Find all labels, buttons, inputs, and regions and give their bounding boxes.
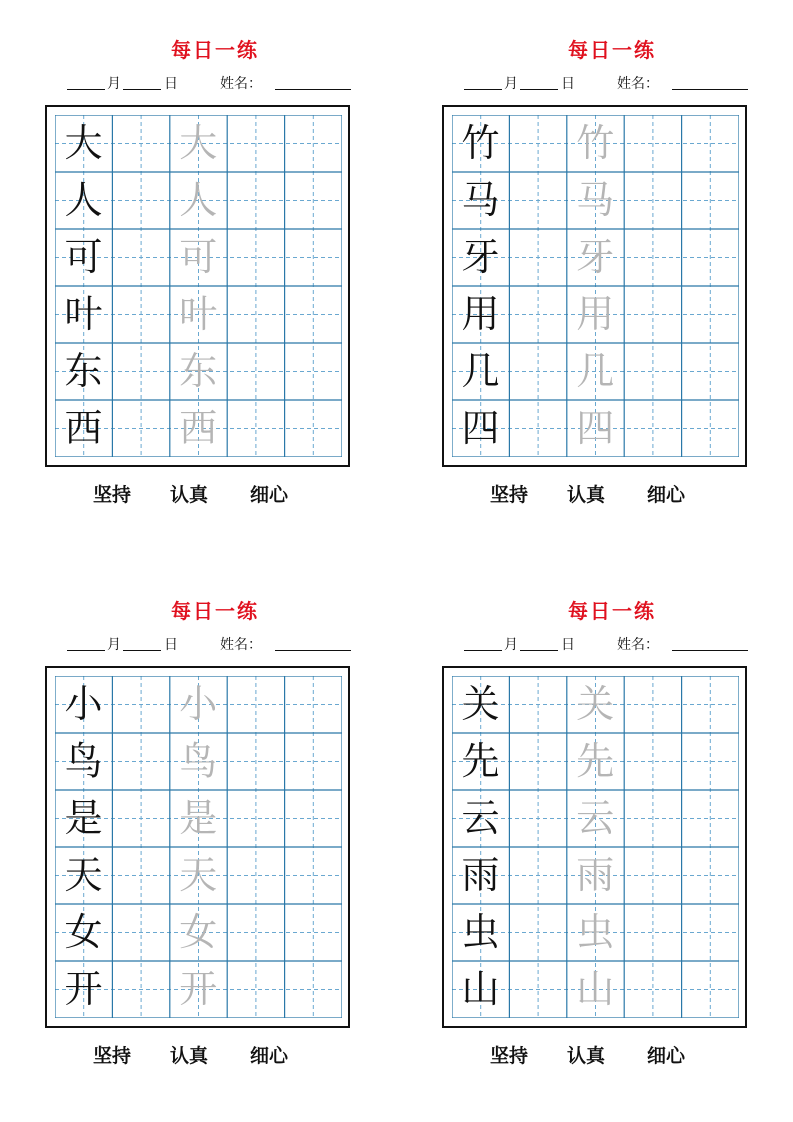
- model-character: 小: [64, 682, 103, 726]
- model-character: 鸟: [64, 739, 103, 783]
- month-blank[interactable]: [67, 650, 105, 651]
- tianzige-grid: [55, 115, 342, 457]
- writing-grid-frame: [45, 666, 350, 1028]
- motto-word: 坚持: [93, 484, 132, 506]
- trace-character: 先: [576, 739, 615, 783]
- motto-word: 认真: [170, 1045, 209, 1067]
- model-character: 大: [64, 121, 103, 165]
- motto-word: 认真: [170, 484, 209, 506]
- model-character: 马: [461, 178, 500, 222]
- tianzige-grid: [452, 676, 739, 1018]
- name-label: 姓名：: [220, 637, 262, 653]
- model-character: 女: [64, 910, 103, 954]
- model-character: 叶: [64, 292, 103, 336]
- month-blank[interactable]: [464, 650, 502, 651]
- trace-character: 山: [576, 967, 615, 1011]
- model-character: 云: [461, 796, 500, 840]
- model-character: 山: [461, 967, 500, 1011]
- date-name-line: [462, 72, 752, 92]
- model-character: 东: [64, 349, 103, 393]
- trace-character: 可: [179, 235, 218, 279]
- trace-character: 西: [179, 406, 218, 450]
- motto-word: 细心: [250, 484, 289, 506]
- model-character: 四: [461, 406, 500, 450]
- trace-character: 大: [179, 121, 218, 165]
- trace-character: 关: [576, 682, 615, 726]
- trace-character: 云: [576, 796, 615, 840]
- sheet-title: 每日一练: [171, 599, 259, 623]
- name-blank[interactable]: [672, 89, 748, 90]
- day-label: 日: [561, 637, 575, 653]
- name-blank[interactable]: [275, 89, 351, 90]
- trace-character: 牙: [576, 235, 615, 279]
- writing-grid-frame: [442, 666, 747, 1028]
- motto-word: 细心: [647, 484, 686, 506]
- practice-sheet: [45, 0, 385, 506]
- writing-grid-frame: [442, 105, 747, 467]
- month-label: 月: [504, 76, 518, 92]
- month-label: 月: [107, 637, 121, 653]
- trace-character: 小: [179, 682, 218, 726]
- day-label: 日: [164, 637, 178, 653]
- trace-character: 虫: [576, 910, 615, 954]
- model-character: 开: [64, 967, 103, 1011]
- name-blank[interactable]: [672, 650, 748, 651]
- month-label: 月: [107, 76, 121, 92]
- practice-sheet: [442, 0, 782, 506]
- model-character: 雨: [461, 853, 500, 897]
- model-character: 人: [64, 178, 103, 222]
- tianzige-grid: [55, 676, 342, 1018]
- motto-word: 认真: [567, 1045, 606, 1067]
- model-character: 天: [64, 853, 103, 897]
- date-name-line: [462, 633, 752, 653]
- motto-word: 坚持: [490, 1045, 529, 1067]
- practice-sheet: [45, 561, 385, 1067]
- trace-character: 用: [576, 292, 615, 336]
- motto-word: 细心: [647, 1045, 686, 1067]
- name-label: 姓名：: [617, 76, 659, 92]
- practice-sheet: [442, 561, 782, 1067]
- trace-character: 人: [179, 178, 218, 222]
- writing-grid-frame: [45, 105, 350, 467]
- model-character: 竹: [461, 121, 500, 165]
- trace-character: 几: [576, 349, 615, 393]
- model-character: 用: [461, 292, 500, 336]
- model-character: 几: [461, 349, 500, 393]
- sheet-title: 每日一练: [568, 599, 656, 623]
- month-label: 月: [504, 637, 518, 653]
- motto-word: 坚持: [490, 484, 529, 506]
- trace-character: 鸟: [179, 739, 218, 783]
- name-label: 姓名：: [220, 76, 262, 92]
- name-label: 姓名：: [617, 637, 659, 653]
- day-blank[interactable]: [520, 89, 558, 90]
- trace-character: 东: [179, 349, 218, 393]
- month-blank[interactable]: [464, 89, 502, 90]
- date-name-line: [65, 72, 355, 92]
- model-character: 牙: [461, 235, 500, 279]
- month-blank[interactable]: [67, 89, 105, 90]
- trace-character: 四: [576, 406, 615, 450]
- day-label: 日: [561, 76, 575, 92]
- model-character: 是: [64, 796, 103, 840]
- model-character: 可: [64, 235, 103, 279]
- model-character: 先: [461, 739, 500, 783]
- trace-character: 竹: [576, 121, 615, 165]
- motto-word: 细心: [250, 1045, 289, 1067]
- motto-word: 认真: [567, 484, 606, 506]
- trace-character: 叶: [179, 292, 218, 336]
- day-blank[interactable]: [123, 650, 161, 651]
- model-character: 关: [461, 682, 500, 726]
- trace-character: 开: [179, 967, 218, 1011]
- trace-character: 是: [179, 796, 218, 840]
- sheet-title: 每日一练: [171, 38, 259, 62]
- date-name-line: [65, 633, 355, 653]
- trace-character: 雨: [576, 853, 615, 897]
- trace-character: 女: [179, 910, 218, 954]
- model-character: 虫: [461, 910, 500, 954]
- day-blank[interactable]: [123, 89, 161, 90]
- trace-character: 天: [179, 853, 218, 897]
- motto-word: 坚持: [93, 1045, 132, 1067]
- sheet-title: 每日一练: [568, 38, 656, 62]
- model-character: 西: [64, 406, 103, 450]
- trace-character: 马: [576, 178, 615, 222]
- tianzige-grid: [452, 115, 739, 457]
- day-blank[interactable]: [520, 650, 558, 651]
- name-blank[interactable]: [275, 650, 351, 651]
- day-label: 日: [164, 76, 178, 92]
